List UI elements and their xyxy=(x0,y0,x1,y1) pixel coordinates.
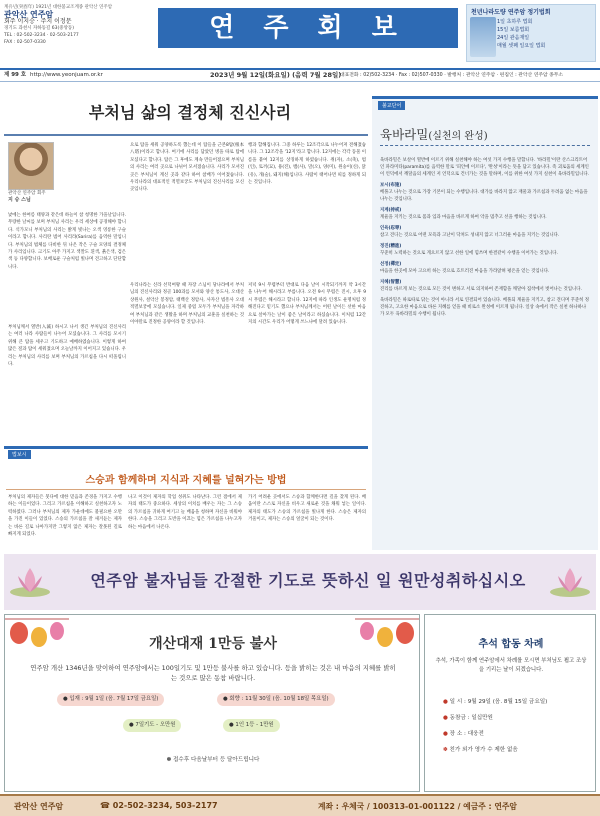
event-fee-1: ● 7일기도 - 오만원 xyxy=(123,719,181,732)
memorial-date xyxy=(443,697,547,705)
lecture-column-1: 부처님의 제자들은 붓다에 대한 믿음과 존경을 가지고 수행하는 이들이었다. 그리고 가르침을 이해하고 실천하고자 노력하였다. 그러나 부처님의 제자 가운데에도 불필요한 오만을 가진 이들이 있었다. 스승의 가르침을 잘 새겨듣는 제자는 바른 길로 나아가지만 그렇지 않은 제자는 잘못된 길로 빠지게 되었다. xyxy=(8,495,122,538)
bullet-icon: ✽ xyxy=(443,747,448,753)
memorial-place xyxy=(443,729,484,737)
event-start-text: 입재 : 9월 1일 (음. 7월 17일 금요일) xyxy=(69,696,159,702)
ad-line: 15일 보름법회 xyxy=(497,27,530,33)
memorial-place-text: 장 소 : 대웅전 xyxy=(449,731,484,737)
sidebar-title xyxy=(380,125,590,143)
term-name: 인욕(忍辱) xyxy=(380,226,402,231)
term-text: 베풀고 나누는 것으로 가장 기본이 되는 수행입니다. 대가를 바라지 않고 재물과 가르침과 두려움 없는 마음을 나누는 것입니다. xyxy=(380,190,588,202)
publisher-tel: TEL : 02-502-3234 · 02-503-2177 xyxy=(4,33,79,38)
memorial-fee-text: 동참금 : 일십만원 xyxy=(449,715,493,721)
article-column-1b: 부처님께서 열반(入滅) 하시고 나서 생긴 부처님의 진신사리는 여러 나라 사람들이 나누어 모셨습니다. 그 사리를 모시기 위해 큰 탑을 세우고 기도하고 예배하였습니다. 이렇게 하여 많은 절과 탑이 세워졌으며 오늘날까지 이어지고 있습니다. 우리는 부처님의 사리를 보며 부처님의 가르침을 다시 떠올립니다. xyxy=(8,325,126,368)
buddhist-term-sidebar xyxy=(372,96,598,550)
newsletter-title: 연 주 회 보 xyxy=(158,8,458,48)
sidebar-tag: 불교단어 xyxy=(378,101,405,110)
lotus-icon xyxy=(8,562,52,602)
lecture-title-rule xyxy=(6,489,366,490)
event-start: ● 입재 : 9월 1일 (음. 7월 17일 금요일) xyxy=(57,693,164,706)
sidebar-body xyxy=(380,157,590,547)
memorial-date-text: 일 시 : 9월 29일 (음. 8월 15일 금요일) xyxy=(449,699,548,705)
event-fee-2-text: 1인 1등 - 1만원 xyxy=(235,722,274,728)
issue-date: 2023년 9월 12일(화요일) (음력 7월 28일) xyxy=(210,71,342,79)
article-column-3b: 저녁 9시 무렵부터 반대로 다음 날이 시작되기까지 약 3시간을 나누어 해시라고 부릅니다. 오전 9시 무렵은 진시, 오후 9시 무렵은 해시라고 합니다. 12지에 따라 인생도 운명처럼 정해진다고 믿기도 했으나 부처님께서는 어떤 날이든 선한 마음으로 살아가는 날이 좋은 날이라고 하셨습니다. 이처럼 12간지의 시간도 우리가 어떻게 쓰느냐에 달려 있습니다. xyxy=(248,283,366,326)
sidebar-title-main: 육바라밀 xyxy=(380,127,429,142)
ad-line: 1일 초하루 법회 xyxy=(497,19,533,25)
publisher-address: 경기도 과천시 자하동길 63(중앙동) xyxy=(4,26,75,31)
issue-number: 제 99 호 xyxy=(4,72,27,78)
article-column-3: 행과 합해집니다. 그중 하루는 12조각으로 나누어져 전해졌습니다. 그 12조각을 '12지'라고 합니다. 12지에는 각각 동물 이름을 붙여 12지를 상징하게 하였습니다. 쥐(자), 소(축), 범(인), 토끼(묘), 용(진), 뱀(사), 말(오), 양(미), 원숭이(신), 닭(유), 개(술), 돼지(해)입니다. 사람이 태어나면 띠를 정하게 되는 것입니다. xyxy=(248,143,366,186)
event-title: 개산대재 1만등 불사 xyxy=(149,636,277,652)
website-url: http://www.yeonjuam.or.kr xyxy=(30,72,103,78)
lecture-divider xyxy=(4,446,368,449)
footer-account: 계좌 : 우체국 / 100313-01-001122 / 예금주 : 연주암 xyxy=(318,802,517,811)
author-photo xyxy=(8,142,54,190)
footer xyxy=(0,794,600,816)
sidebar-title-rule xyxy=(380,145,590,146)
masthead xyxy=(0,0,600,68)
prayer-banner xyxy=(4,554,596,610)
term-text: 마음을 한곳에 모아 고요히 하는 것으로 흐트러진 마음을 가라앉혀 평온을 얻는 것입니다. xyxy=(380,269,550,274)
bullet-icon: ● xyxy=(443,715,448,721)
lantern-event-box xyxy=(4,614,420,792)
memorial-fee xyxy=(443,713,493,721)
bullet-icon: ● xyxy=(443,731,448,737)
publisher-name: 관악산 연주암 xyxy=(4,10,54,19)
sidebar-outro: 육바라밀은 따로따로 닦는 것이 아니라 서로 연결되어 있습니다. 베풀되 계율을 지키고, 참고 견디며 꾸준히 정진하고, 고요한 마음으로 바른 지혜를 얻을 때 비로소 완성에 이르게 됩니다. 일상 속에서 작은 실천 하나하나가 모두 육바라밀의 수행이 됩니다. xyxy=(380,298,589,317)
author-caption xyxy=(8,191,66,203)
article-column-2: 으로 탑을 세워 공양하도록 했는데 이 탑들을 근본8탑(根本八塔)이라고 합니다. 여기에 사리를 담았던 병을 따로 탑에 모셨다고 합니다. 탑은 그 후에도 계속 만들어졌으며 부처님의 사리는 여러 곳으로 나뉘어 모셔졌습니다. 사리가 모셔진 곳은 부처님이 계신 곳과 같다 하여 참배가 이어졌습니다. 우리나라의 대표적인 적멸보궁도 부처님의 진신사리를 모신 곳입니다. xyxy=(130,143,244,193)
lecture-column-3: 가기 어려운 곳에서도 스승과 함께한다면 길을 찾게 된다. 배움이란 스스로 자신을 비우고 새로운 것을 채워 넣는 일이다. 제자의 태도가 스승의 가르침을 빛나게 한다. 스승은 제자의 거울이고, 제자는 스승의 얼굴이 되는 것이다. xyxy=(248,495,366,523)
term-name: 지혜(智慧) xyxy=(380,280,402,285)
event-end-text: 회향 : 11월 30일 (음. 10월 18일 목요일) xyxy=(229,696,329,702)
memorial-note xyxy=(443,745,518,753)
term-text: 계율을 지키는 것으로 몸과 입과 마음을 바르게 하여 악을 멈추고 선을 행하는 것입니다. xyxy=(380,215,547,220)
lotus-icon xyxy=(548,562,592,602)
article-column-2b: 우리나라는 신라 선덕여왕 때 자장 스님이 당나라에서 부처님의 진신사리와 정골 100과를 모셔와 양산 통도사, 오대산 상원사, 설악산 봉정암, 태백산 정암사, 사자산 법흥사 오대 적멸보궁에 모셨습니다. 일제 중엽 모두가 부처님을 자각하여 부처님과 같은 생활을 하며 부처님의 교훈을 실천하는 것이야말로 진정한 공양이라 할 것입니다. xyxy=(130,283,244,326)
event-note: ✽ 접수후 다음날부터 등 달아드립니다 xyxy=(166,757,260,763)
term-text: 참고 견디는 것으로 어떤 모욕과 고난이 닥쳐도 성내지 않고 너그러운 마음을 지키는 것입니다. xyxy=(380,233,560,238)
pagoda-image xyxy=(470,17,496,57)
publisher-fax: FAX : 02-507-0330 xyxy=(4,40,46,45)
event-fee-1-text: 7일기도 - 오만원 xyxy=(135,722,176,728)
memorial-note-text: 친가 외가 영가 수 제한 없음 xyxy=(449,747,518,753)
term-name: 보시(布施) xyxy=(380,183,402,188)
banner-text: 연주암 불자님들 간절한 기도로 뜻하신 일 원만성취하십시오 xyxy=(90,571,526,590)
event-fee-2: ● 1인 1등 - 1만원 xyxy=(223,719,280,732)
term-name: 선정(禪定) xyxy=(380,262,402,267)
author-name: 지 승 스님 xyxy=(8,197,31,203)
memorial-service-box xyxy=(424,614,596,792)
ad-line: 24일 관음재일 xyxy=(497,35,530,41)
article-column-1: 낯에는 한여름 태양과 같은데 하늘이 참 청명한 가을날입니다. 무량한 날씨를 보며 부처님 사리는 우리 세상에 공경해야 합니다. 석가모니 부처님의 사리는 밝게 빛나는 오색 영롱한 구슬이라고 합니다. 사리란 범어 사리라(Sarira)를 음역한 말입니다. 부처님의 법체를 다비한 뒤 나온 작은 구슬 모양의 결정체가 사리입니다. 크기도 아주 가지고 색깔도 흰색, 붉은색, 검은색 등 다양합니다. 보배로운 구슬처럼 빛나며 견고하고 단단합니다. xyxy=(8,213,126,270)
bullet-icon: ● xyxy=(443,699,448,705)
term-text: 꾸준히 노력하는 것으로 게으르지 않고 선한 일에 힘쓰며 한결같이 수행을 이어가는 것입니다. xyxy=(380,251,558,256)
sidebar-intro: 육바라밀은 보살이 열반에 이르기 위해 실천해야 하는 여섯 가지 수행을 말합니다. '바라밀'이란 산스크리트어인 파라미타(paramita)를 음역한 말로 '피안에 이르다', '완성'이라는 뜻을 담고 있습니다. 즉 괴로움의 세계인 이 언덕에서 깨달음의 세계인 저 언덕으로 건너가는 것을 말하며, 이를 위한 여섯 가지 실천이 육바라밀입니다. xyxy=(380,158,589,177)
ad-title: 천년나라도량 연주암 정기법회 xyxy=(471,9,551,16)
masthead-tagline: 계유년(癸酉年) 1921년 대한불교조계종 관악산 연주암 xyxy=(4,5,113,10)
event-description: 연주암 개산 1346년을 맞이하여 연주암에서는 100일기도 및 1만등 불사를 하고 있습니다. 등을 밝히는 것은 내 마음의 지혜를 밝히는 것으로 많은 동참 바랍니다. xyxy=(30,664,396,682)
article-headline: 부처님 삶의 결정체 진신사리 xyxy=(88,103,292,122)
term-text: 진리를 바르게 보는 것으로 모든 것이 변하고 서로 의지하여 존재함을 깨달아 집착에서 벗어나는 것입니다. xyxy=(380,287,582,292)
term-name: 정진(精進) xyxy=(380,244,402,249)
event-end: ● 회향 : 11월 30일 (음. 10월 18일 목요일) xyxy=(217,693,335,706)
publisher-info xyxy=(4,4,152,62)
lecture-tag: 법보시 xyxy=(8,450,31,459)
sidebar-title-sub: (실천의 완성) xyxy=(428,131,488,142)
issue-contact: 대표전화 : 02)502-3234 · Fax : 02)507-0330 · 발행처 : 관악산 연주암 · 편집인 : 관악산 연주암 종무소 xyxy=(340,73,564,78)
term-name: 지계(持戒) xyxy=(380,208,402,213)
ad-line: 매월 셋째 일요일 법회 xyxy=(497,43,546,49)
memorial-description: 추석, 가족이 함께 연주암에서 차례를 모시면 부처님도 뵙고 조상을 기리는 날이 되겠습니다. xyxy=(435,658,587,673)
footer-phone: ☎ 02-502-3234, 503-2177 xyxy=(100,801,218,810)
memorial-title: 추석 합동 차례 xyxy=(478,639,544,650)
issue-bar xyxy=(0,68,600,82)
event-note-text: 접수후 다음날부터 등 달아드립니다 xyxy=(173,757,260,763)
lecture-column-2: 나고 이것이 제자의 학업 성취도 나타난다. 그런 점에서 제자의 태도가 중요하다. 세상의 이치를 배우는 자는 그 스승의 가르침을 귀하게 여기고 늘 배움을 청하며 자신을 비워야 한다. 스승을 그리고 도반을 이끄는 힘은 가르침을 나누고자 하는 마음에서 나온다. xyxy=(128,495,242,530)
dharma-meeting-ad xyxy=(466,4,596,62)
author-title: 관악산 연주암 회주 xyxy=(8,191,46,196)
headline-divider xyxy=(4,134,368,136)
footer-org: 관악산 연주암 xyxy=(14,802,64,811)
publisher-chief: 회주 이지승 · 주지 이정문 xyxy=(4,18,72,25)
lecture-title: 스승과 함께하며 지식과 지혜를 널혀가는 방법 xyxy=(85,475,287,486)
